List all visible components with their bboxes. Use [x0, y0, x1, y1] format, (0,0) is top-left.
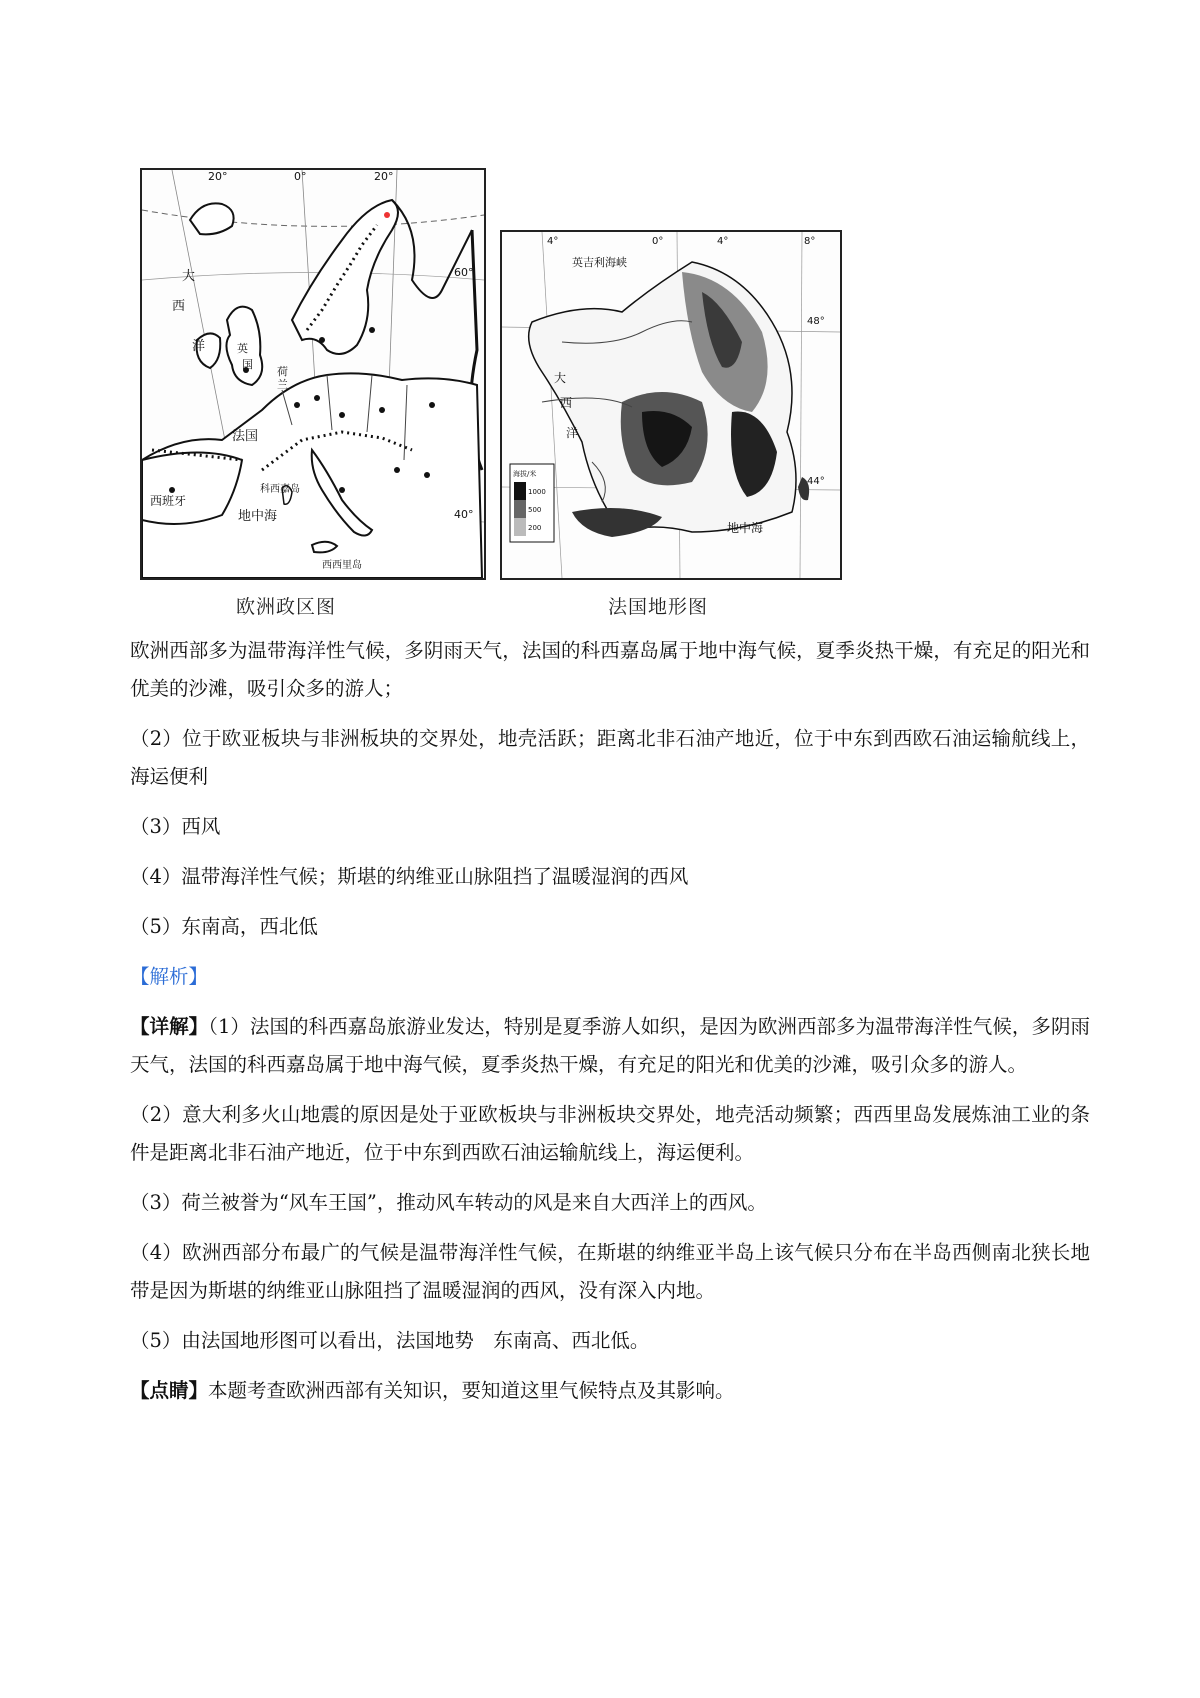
answer-paragraph-3: （3）西风 — [130, 815, 221, 838]
corsica-label: 科西嘉岛 — [260, 484, 300, 495]
europe-lon-0: 0° — [294, 170, 307, 183]
analysis-heading: 【解析】 — [130, 965, 209, 988]
ocean-label-1: 大 — [182, 269, 196, 284]
detail-paragraph-5: （5）由法国地形图可以看出，法国地势 东南高、西北低。 — [130, 1329, 650, 1352]
answer-content — [130, 632, 1090, 1422]
detail-paragraph-2: （2）意大利多火山地震的原因是处于亚欧板块与非洲板块交界处，地壳活动频繁；西西里岛发展炼油工业的条件是距离北非石油产地近，位于中东到西欧石油运输航线上，海运便利。 — [130, 1103, 1090, 1164]
detail-paragraph-1 — [130, 1008, 1090, 1084]
europe-lon-w20: 20° — [208, 170, 228, 183]
france-lat-48: 48° — [807, 316, 825, 327]
france-terrain-map — [500, 230, 842, 580]
france-mediterranean-label: 地中海 — [727, 521, 764, 535]
legend-title: 海拔/米 — [513, 470, 537, 478]
answer-paragraph-1: 欧洲西部多为温带海洋性气候，多阴雨天气，法国的科西嘉岛属于地中海气候，夏季炎热干燥，有充足的阳光和优美的沙滩，吸引众多的游人； — [130, 639, 1090, 700]
english-channel-label: 英吉利海峡 — [572, 256, 627, 269]
comment-tag: 【点睛】 — [130, 1379, 209, 1402]
atlantic-label-3: 洋 — [566, 426, 579, 440]
france-label: 法国 — [232, 429, 259, 444]
europe-map-drawing — [142, 170, 484, 578]
france-lon-e4: 4° — [717, 236, 729, 247]
figure-group — [128, 148, 888, 628]
atlantic-label-1: 大 — [554, 371, 567, 385]
france-map-caption: 法国地形图 — [608, 596, 709, 618]
france-lon-w4: 4° — [547, 236, 559, 247]
europe-lat-40: 40° — [454, 508, 474, 521]
detail-text: （1）法国的科西嘉岛旅游业发达，特别是夏季游人如织，是因为欧洲西部多为温带海洋性气候，多阴雨天气，法国的科西嘉岛属于地中海气候，夏季炎热干燥，有充足的阳光和优美的沙滩，吸引众多的游人。 — [130, 1015, 1090, 1076]
answer-paragraph-5: （5）东南高，西北低 — [130, 915, 318, 938]
sicily-label: 西西里岛 — [322, 560, 362, 571]
legend-500: 500 — [528, 506, 542, 514]
netherlands-label-1: 荷 — [277, 365, 288, 378]
france-lon-e8: 8° — [804, 236, 816, 247]
ocean-label-2: 西 — [172, 299, 186, 314]
europe-political-map — [140, 168, 486, 580]
answer-paragraph-2: （2）位于欧亚板块与非洲板块的交界处，地壳活跃；距离北非石油产地近，位于中东到西欧石油运输航线上，海运便利 — [130, 727, 1090, 788]
legend-1000: 1000 — [528, 488, 546, 496]
europe-map-caption: 欧洲政区图 — [236, 596, 337, 618]
europe-lat-60: 60° — [454, 266, 474, 279]
spain-label: 西班牙 — [150, 494, 187, 508]
uk-label-2: 国 — [242, 358, 253, 371]
comment-text: 本题考查欧洲西部有关知识，要知道这里气候特点及其影响。 — [208, 1379, 735, 1402]
france-lat-44: 44° — [807, 476, 825, 487]
uk-label-1: 英 — [237, 342, 248, 355]
ocean-label-3: 洋 — [192, 339, 206, 354]
detail-paragraph-4: （4）欧洲西部分布最广的气候是温带海洋性气候，在斯堪的纳维亚半岛上该气候只分布在半岛西侧南北狭长地带是因为斯堪的纳维亚山脉阻挡了温暖湿润的西风，没有深入内地。 — [130, 1241, 1090, 1302]
mediterranean-label: 地中海 — [238, 509, 278, 524]
comment-paragraph — [130, 1372, 1090, 1410]
europe-lon-e20: 20° — [374, 170, 394, 183]
france-map-drawing — [502, 232, 840, 578]
detail-paragraph-3: （3）荷兰被誉为“风车王国”，推动风车转动的风是来自大西洋上的西风。 — [130, 1191, 767, 1214]
atlantic-label-2: 西 — [560, 396, 573, 410]
france-lon-0: 0° — [652, 236, 664, 247]
legend-200: 200 — [528, 524, 542, 532]
answer-paragraph-4: （4）温带海洋性气候；斯堪的纳维亚山脉阻挡了温暖湿润的西风 — [130, 865, 689, 888]
detail-tag: 【详解】 — [130, 1015, 209, 1038]
netherlands-label-2: 兰 — [277, 378, 288, 391]
